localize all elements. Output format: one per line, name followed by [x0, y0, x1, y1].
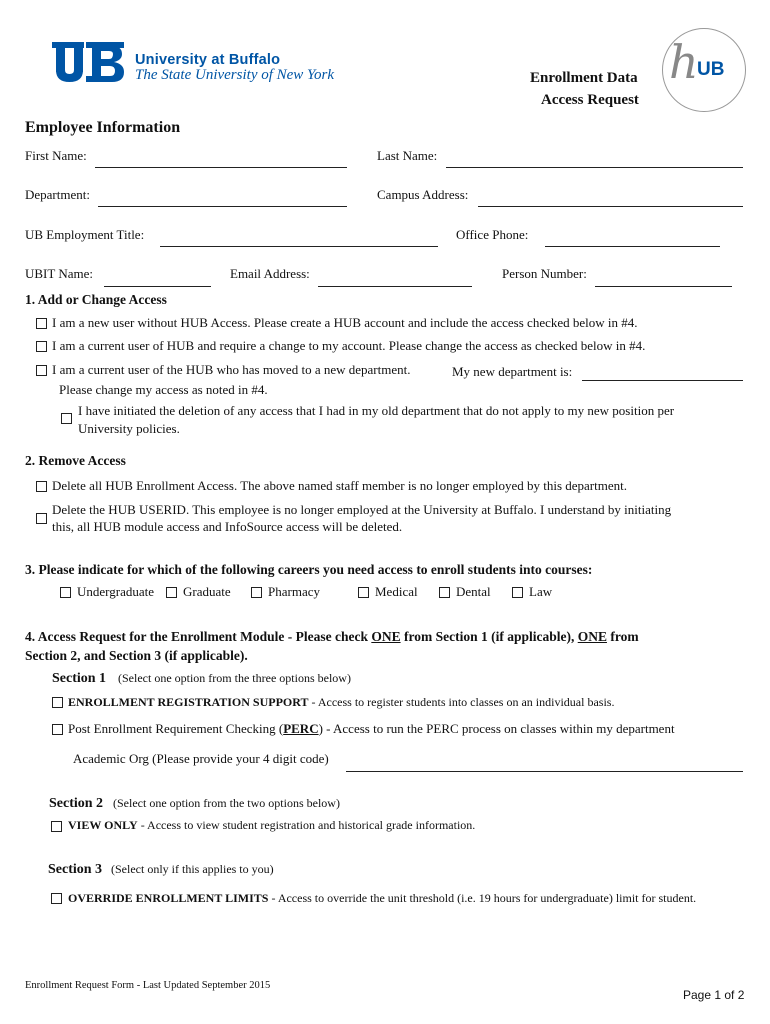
ub-monogram-icon: [52, 42, 128, 86]
career-law-checkbox[interactable]: [512, 587, 523, 598]
career-graduate-label: Graduate: [183, 584, 231, 599]
view-only-bold: VIEW ONLY: [68, 818, 138, 832]
ub-logo: [52, 42, 342, 86]
hub-logo: [662, 28, 746, 112]
first-name-label: First Name:: [25, 148, 87, 163]
logo-subtitle: The State University of New York: [135, 67, 335, 83]
employment-title-field[interactable]: [160, 246, 438, 247]
override-enrollment-limits-rest: - Access to override the unit threshold (i.e. 19 hours for undergraduate) limit for student.: [268, 891, 697, 905]
moved-department-label-line2: Please change my access as noted in #4.: [59, 382, 268, 397]
career-undergraduate-label: Undergraduate: [77, 584, 155, 599]
section4-heading-line2: Section 2, and Section 3 (if applicable).: [25, 648, 248, 663]
delete-userid-label-line1: Delete the HUB USERID. This employee is no longer employed at the University at Buffalo. I understand by initiating: [52, 502, 672, 517]
footer-page-number: Page 1 of 2: [683, 988, 745, 1002]
office-phone-field[interactable]: [545, 246, 720, 247]
override-enrollment-limits-label: [68, 890, 696, 906]
employee-info-heading: Employee Information: [25, 119, 181, 136]
new-department-field[interactable]: [582, 380, 743, 381]
form-title-line1: Enrollment Data: [530, 70, 638, 86]
enrollment-registration-support-rest: - Access to register students into classes on an individual basis.: [308, 695, 615, 709]
career-undergraduate-checkbox[interactable]: [60, 587, 71, 598]
department-field[interactable]: [98, 206, 347, 207]
career-pharmacy-label: Pharmacy: [268, 584, 320, 599]
new-user-label: I am a new user without HUB Access. Please create a HUB account and include the access checked below in #4.: [52, 315, 638, 330]
career-pharmacy-checkbox[interactable]: [251, 587, 262, 598]
career-dental-checkbox[interactable]: [439, 587, 450, 598]
s4-section1-note: (Select one option from the three options below): [118, 671, 351, 685]
moved-department-label: I am a current user of the HUB who has moved to a new department.: [52, 362, 411, 377]
ubit-name-label: UBIT Name:: [25, 266, 93, 281]
new-user-checkbox[interactable]: [36, 318, 47, 329]
section4-heading-b: from Section 1 (if applicable),: [400, 629, 578, 644]
enrollment-registration-support-label: [68, 694, 614, 710]
s4-section2-label: Section 2: [49, 796, 104, 811]
career-graduate-checkbox[interactable]: [166, 587, 177, 598]
person-number-field[interactable]: [595, 286, 732, 287]
first-name-field[interactable]: [95, 167, 347, 168]
hub-logo-h: h: [669, 35, 699, 89]
section4-heading-one1: ONE: [371, 629, 401, 644]
section4-heading-one2: ONE: [577, 629, 607, 644]
section2-heading: 2. Remove Access: [25, 453, 126, 468]
moved-department-checkbox[interactable]: [36, 365, 47, 376]
view-only-rest: - Access to view student registration and historical grade information.: [137, 818, 476, 832]
section1-heading: 1. Add or Change Access: [25, 292, 167, 307]
deletion-initiated-label-line2: University policies.: [78, 421, 180, 436]
change-account-label: I am a current user of HUB and require a change to my account. Please change the access as checked below in #4.: [52, 338, 646, 353]
career-law-label: Law: [529, 584, 553, 599]
footer-updated: Enrollment Request Form - Last Updated September 2015: [25, 980, 271, 991]
perc-label-a: Post Enrollment Requirement Checking (: [68, 721, 284, 736]
view-only-label: [68, 817, 475, 833]
last-name-label: Last Name:: [377, 148, 438, 163]
s4-section1-label: Section 1: [52, 671, 107, 686]
email-address-field[interactable]: [318, 286, 472, 287]
delete-enrollment-access-label: Delete all HUB Enrollment Access. The above named staff member is no longer employed by this department.: [52, 478, 627, 493]
logo-university-name: University at Buffalo: [135, 52, 281, 68]
enrollment-registration-support-checkbox[interactable]: [52, 697, 63, 708]
department-label: Department:: [25, 187, 90, 202]
deletion-initiated-checkbox[interactable]: [61, 413, 72, 424]
ubit-name-field[interactable]: [104, 286, 211, 287]
override-enrollment-limits-checkbox[interactable]: [51, 893, 62, 904]
enrollment-registration-support-bold: ENROLLMENT REGISTRATION SUPPORT: [68, 695, 309, 709]
section4-heading-c: from: [606, 629, 639, 644]
section4-heading: [25, 629, 639, 645]
employment-title-label: UB Employment Title:: [25, 227, 145, 242]
career-medical-checkbox[interactable]: [358, 587, 369, 598]
campus-address-label: Campus Address:: [377, 187, 469, 202]
new-department-label: My new department is:: [452, 364, 573, 379]
email-address-label: Email Address:: [230, 266, 310, 281]
perc-checkbox[interactable]: [52, 724, 63, 735]
last-name-field[interactable]: [446, 167, 743, 168]
campus-address-field[interactable]: [478, 206, 743, 207]
academic-org-field[interactable]: [346, 771, 743, 772]
perc-label-b: ) - Access to run the PERC process on classes within my department: [318, 721, 675, 736]
academic-org-label: Academic Org (Please provide your 4 digit code): [73, 751, 329, 766]
s4-section3-label: Section 3: [48, 862, 103, 877]
s4-section3-note: (Select only if this applies to you): [111, 862, 274, 876]
section4-heading-a: 4. Access Request for the Enrollment Module - Please check: [25, 629, 372, 644]
section3-heading: 3. Please indicate for which of the following careers you need access to enroll students into courses:: [25, 562, 593, 577]
delete-userid-label-line2: this, all HUB module access and InfoSource access will be deleted.: [52, 519, 403, 534]
s4-section2-note: (Select one option from the two options below): [113, 796, 340, 810]
person-number-label: Person Number:: [502, 266, 587, 281]
delete-enrollment-access-checkbox[interactable]: [36, 481, 47, 492]
view-only-checkbox[interactable]: [51, 821, 62, 832]
override-enrollment-limits-bold: OVERRIDE ENROLLMENT LIMITS: [68, 891, 269, 905]
office-phone-label: Office Phone:: [456, 227, 529, 242]
change-account-checkbox[interactable]: [36, 341, 47, 352]
delete-userid-checkbox[interactable]: [36, 513, 47, 524]
form-title-line2: Access Request: [541, 92, 639, 108]
perc-label: [68, 721, 675, 737]
perc-label-perc: PERC: [283, 721, 319, 736]
hub-logo-ub: UB: [697, 59, 725, 80]
deletion-initiated-label-line1: I have initiated the deletion of any access that I had in my old department that do not apply to my new position per: [78, 403, 675, 418]
career-dental-label: Dental: [456, 584, 491, 599]
career-medical-label: Medical: [375, 584, 418, 599]
